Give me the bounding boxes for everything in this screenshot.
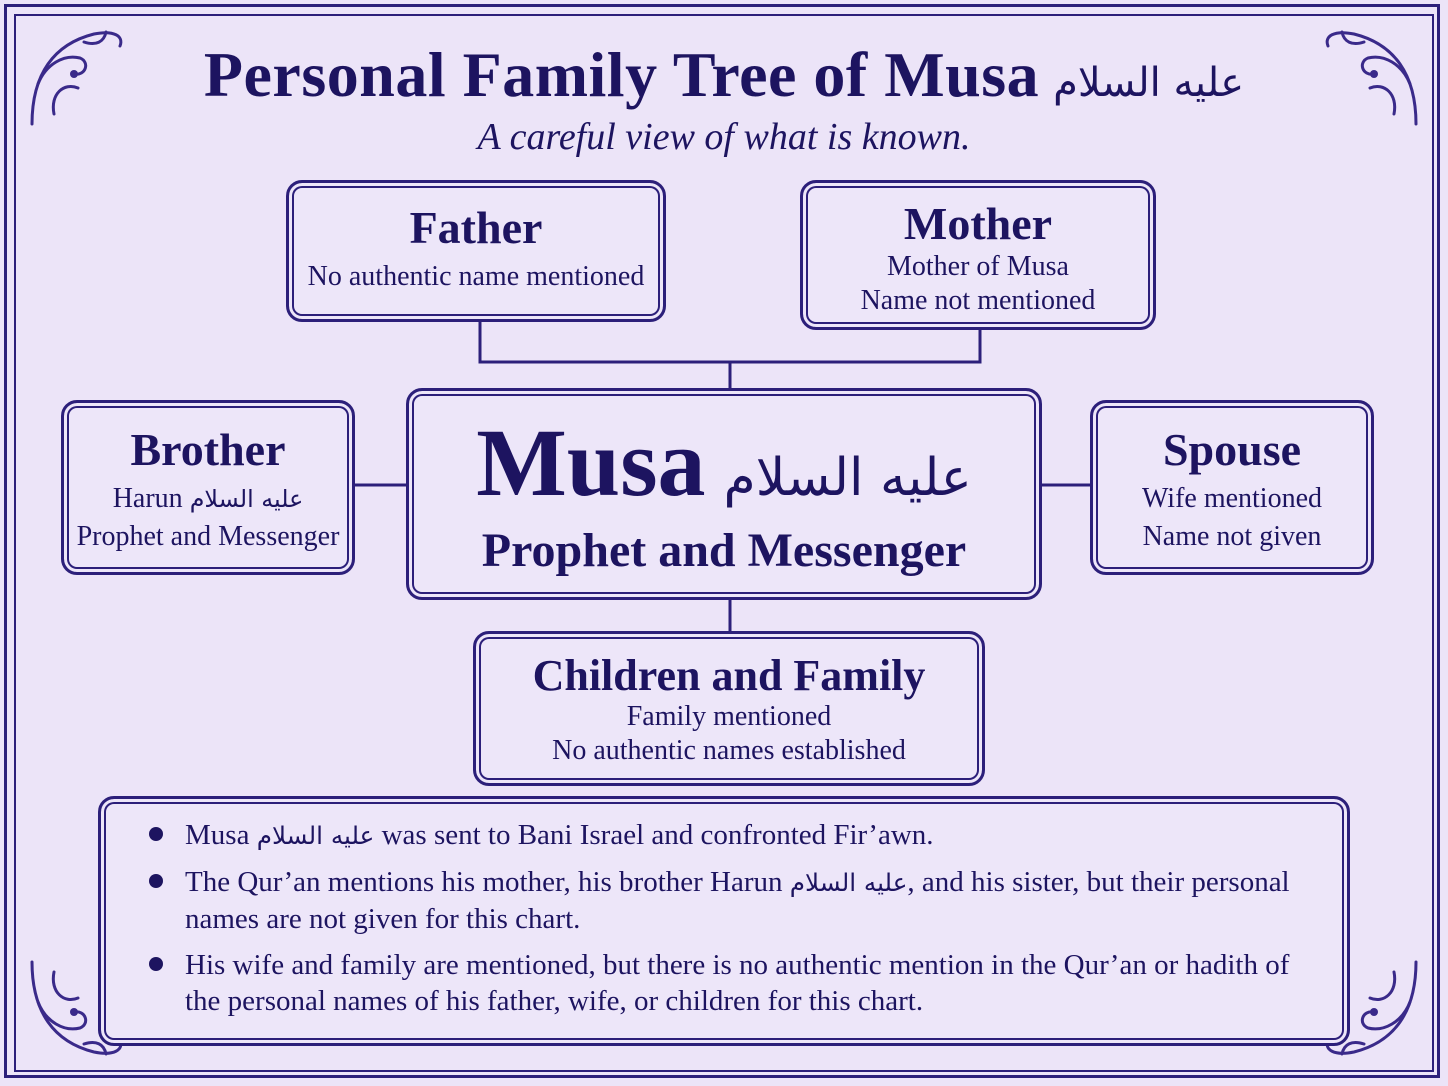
brother-arabic: عليه السلام <box>189 484 304 513</box>
note-text: His wife and family are mentioned, but there is no authentic mention in the Qur’an or hadith of the personal names of his father, wife, or children for this chart. <box>185 949 1290 1017</box>
mother-line2: Name not mentioned <box>860 284 1096 316</box>
note-item <box>149 947 1307 1019</box>
spouse-line2: Name not given <box>1142 520 1322 552</box>
note-item <box>149 864 1307 937</box>
musa-role: Prophet and Messenger <box>481 524 967 577</box>
children-box <box>473 631 985 786</box>
notes-list <box>149 817 1307 1019</box>
note-arabic: عليه السلام <box>789 868 908 897</box>
note-text: was sent to Bani Israel and confronted Fir’awn. <box>381 819 934 851</box>
musa-arabic: عليه السلام <box>723 448 972 508</box>
bullet-icon <box>149 874 163 888</box>
page-title-text: Personal Family Tree of Musa <box>203 39 1040 110</box>
note-item <box>149 817 1307 854</box>
musa-name: Musa <box>476 409 706 516</box>
page-title <box>0 38 1448 112</box>
musa-name-line <box>409 409 1039 516</box>
note-text: Musa <box>185 819 250 851</box>
spouse-line1: Wife mentioned <box>1141 482 1323 514</box>
spouse-box <box>1090 400 1374 575</box>
musa-box <box>406 388 1042 600</box>
brother-line1 <box>64 482 352 516</box>
note-arabic: عليه السلام <box>256 821 375 850</box>
brother-line2: Prophet and Messenger <box>76 520 340 552</box>
father-line1: No authentic name mentioned <box>307 260 645 292</box>
spouse-heading: Spouse <box>1162 424 1302 475</box>
brother-name: Harun <box>112 482 183 514</box>
brother-heading: Brother <box>130 424 286 475</box>
note-text: , and his sister, but their personal names are not given for this chart. <box>185 866 1290 935</box>
children-line2: No authentic names established <box>552 735 906 767</box>
father-heading: Father <box>409 202 543 253</box>
children-line1: Family mentioned <box>626 701 832 733</box>
children-heading: Children and Family <box>532 651 926 700</box>
mother-line1: Mother of Musa <box>887 250 1069 282</box>
bullet-icon <box>149 957 163 971</box>
page-title-arabic: عليه السلام <box>1053 60 1245 106</box>
mother-heading: Mother <box>903 198 1053 249</box>
mother-box <box>800 180 1156 330</box>
page-subtitle: A careful view of what is known. <box>477 116 971 158</box>
brother-box <box>61 400 355 575</box>
father-box <box>286 180 666 322</box>
note-text: The Qur’an mentions his mother, his brother Harun <box>185 866 783 898</box>
notes-box <box>98 796 1350 1046</box>
bullet-icon <box>149 827 163 841</box>
